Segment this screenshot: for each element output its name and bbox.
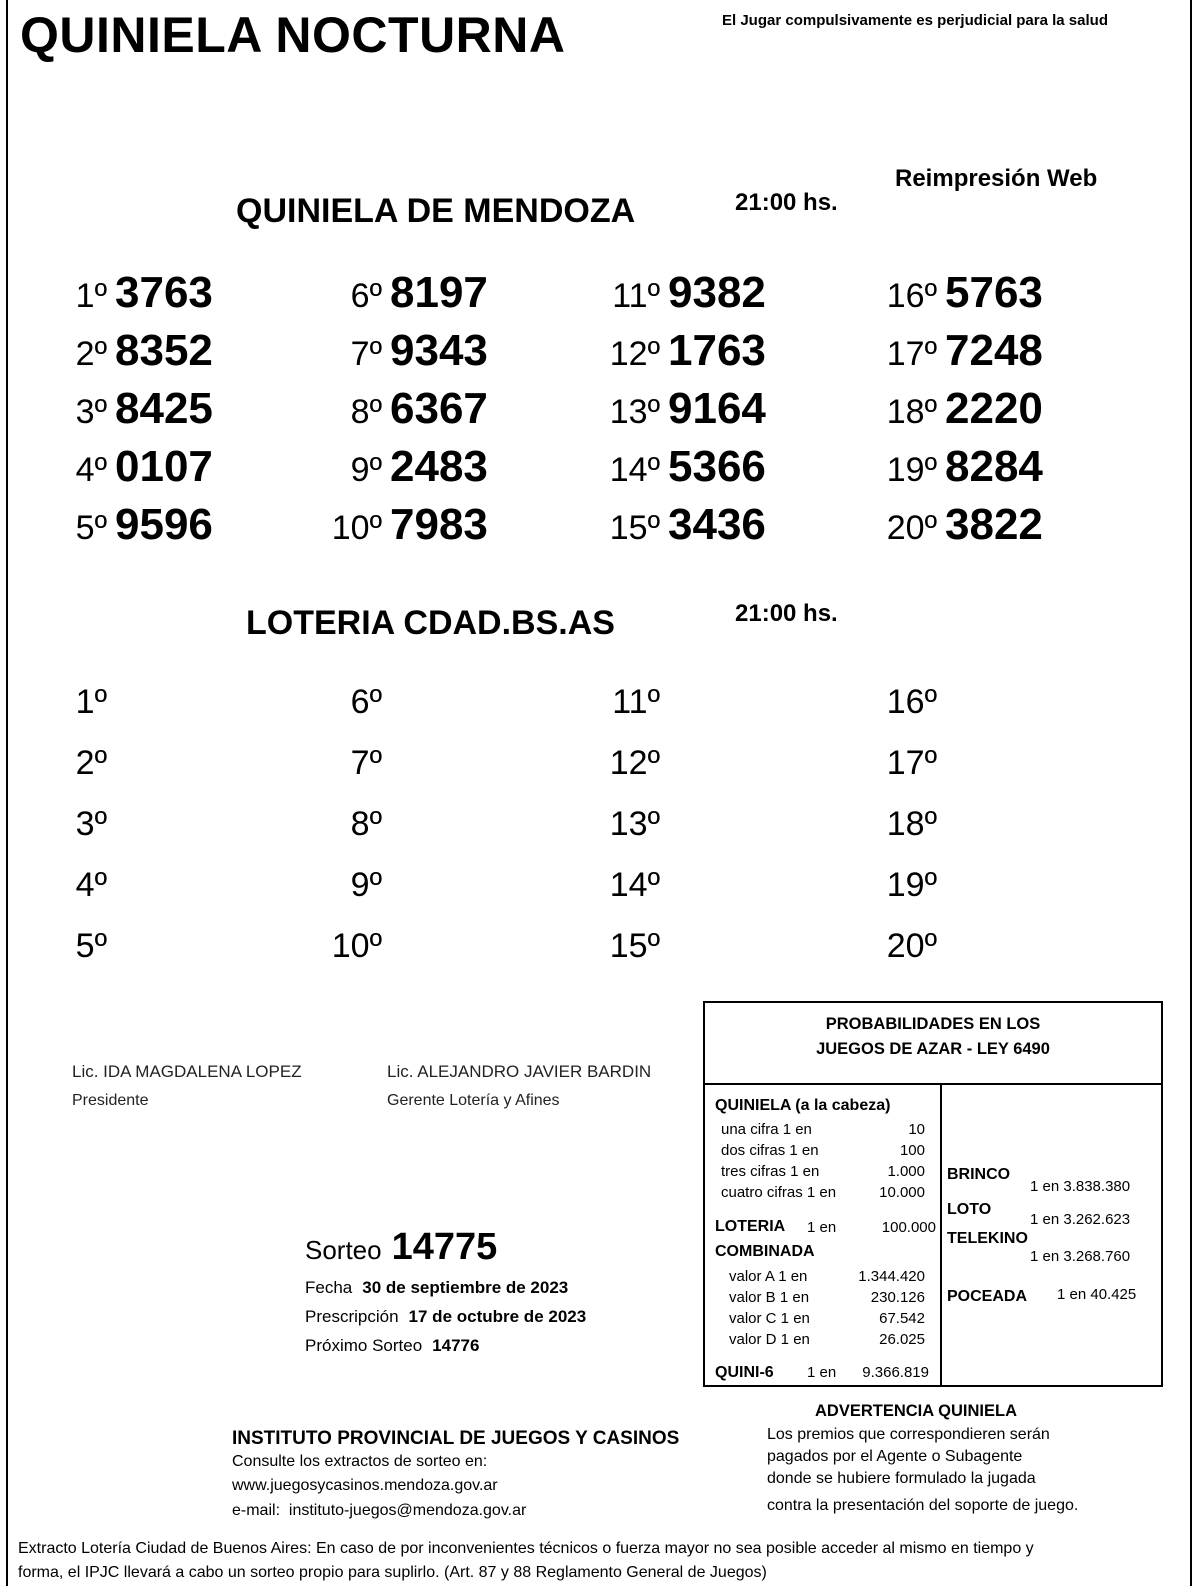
drawn-number: 2483	[390, 442, 488, 491]
quiniela-result-15	[600, 500, 766, 558]
loteria-result-1	[47, 683, 115, 741]
position-label: 9º	[350, 866, 382, 904]
position-label: 8º	[350, 805, 382, 843]
email-label: e-mail:	[232, 1502, 281, 1519]
position-label: 11º	[612, 683, 660, 721]
quiniela-result-11	[600, 268, 766, 326]
loteria-title: LOTERIA CDAD.BS.AS	[246, 604, 615, 642]
position-label: 20º	[886, 927, 937, 965]
drawn-number: 6367	[390, 384, 488, 433]
position-label: 17º	[886, 335, 937, 373]
next-draw-label: Próximo Sorteo	[305, 1336, 423, 1355]
position-label: 10º	[331, 509, 382, 547]
position-label: 14º	[609, 866, 660, 904]
loteria-result-5	[47, 927, 115, 985]
drawn-number: 8425	[115, 384, 213, 433]
combinada-prob-value: 230.126	[870, 1289, 925, 1306]
combinada-prob-value: 1.344.420	[858, 1268, 925, 1285]
prescription-row	[305, 1307, 586, 1327]
quiniela-prob-label: dos cifras 1 en	[721, 1142, 819, 1159]
loteria-prob-en: 1 en	[807, 1219, 837, 1236]
president-role: Presidente	[72, 1092, 149, 1109]
position-label: 11º	[612, 277, 660, 315]
loteria-result-2	[47, 744, 115, 802]
quiniela-result-12	[600, 326, 766, 384]
health-warning: El Jugar compulsivamente es perjudicial para la salud	[722, 12, 1108, 29]
position-label: 7º	[350, 335, 382, 373]
quiniela-result-4	[47, 442, 213, 500]
position-label: 4º	[75, 451, 107, 489]
quiniela-result-3	[47, 384, 213, 442]
position-label: 16º	[886, 683, 937, 721]
loto-label: LOTO	[947, 1201, 992, 1218]
drawn-number: 3436	[668, 500, 766, 549]
loteria-result-7	[322, 744, 390, 802]
position-label: 1º	[75, 683, 107, 721]
position-label: 9º	[350, 451, 382, 489]
position-label: 4º	[75, 866, 107, 904]
position-label: 19º	[886, 451, 937, 489]
loteria-result-18	[877, 805, 945, 863]
institute-consult-text: Consulte los extractos de sorteo en:	[232, 1453, 488, 1470]
position-label: 20º	[886, 509, 937, 547]
loteria-result-4	[47, 866, 115, 924]
drawn-number: 2220	[945, 384, 1043, 433]
institute-email: instituto-juegos@mendoza.gov.ar	[288, 1502, 527, 1519]
advertencia-line: pagados por el Agente o Subagente	[767, 1448, 1023, 1465]
loteria-result-15	[600, 927, 668, 985]
quiniela-prob-value: 1.000	[887, 1163, 925, 1180]
quiniela-result-13	[600, 384, 766, 442]
position-label: 15º	[609, 927, 660, 965]
loteria-prob-value: 100.000	[881, 1219, 936, 1236]
president-name: Lic. IDA MAGDALENA LOPEZ	[72, 1062, 302, 1081]
loteria-result-12	[600, 744, 668, 802]
manager-role: Gerente Lotería y Afines	[387, 1092, 560, 1109]
probabilities-title-1: PROBABILIDADES EN LOS	[825, 1015, 1041, 1033]
draw-number-block	[305, 1226, 497, 1269]
telekino-label: TELEKINO	[947, 1230, 1028, 1247]
position-label: 8º	[350, 393, 382, 431]
drawn-number: 5366	[668, 442, 766, 491]
quiniela-result-9	[322, 442, 488, 500]
prescription-date: 17 de octubre de 2023	[408, 1307, 587, 1326]
combinada-prob-value: 26.025	[879, 1331, 925, 1348]
quiniela-result-14	[600, 442, 766, 500]
drawn-number: 3822	[945, 500, 1043, 549]
loteria-result-19	[877, 866, 945, 924]
quiniela-result-6	[322, 268, 488, 326]
drawn-number: 8284	[945, 442, 1043, 491]
loteria-result-9	[322, 866, 390, 924]
quiniela-result-7	[322, 326, 488, 384]
advertencia-line: Los premios que correspondieren serán	[767, 1426, 1050, 1443]
footer-line-1: Extracto Lotería Ciudad de Buenos Aires: En caso de por inconvenientes técnicos o fuerza mayor no sea posible acceder al mismo en tiempo y	[18, 1540, 1034, 1557]
position-label: 6º	[350, 683, 382, 721]
loteria-result-17	[877, 744, 945, 802]
probabilities-header	[705, 1003, 1161, 1085]
combinada-prob-value: 67.542	[879, 1310, 925, 1327]
quiniela-prob-value: 10	[908, 1121, 925, 1138]
draw-label: Sorteo	[305, 1235, 382, 1265]
probabilities-box	[703, 1001, 1163, 1387]
position-label: 2º	[75, 335, 107, 373]
position-label: 3º	[75, 805, 107, 843]
draw-date: 30 de septiembre de 2023	[362, 1278, 569, 1297]
footer-line-2: forma, el IPJC llevará a cabo un sorteo propio para suplirlo. (Art. 87 y 88 Reglamento General de Juegos)	[18, 1564, 767, 1581]
position-label: 10º	[331, 927, 382, 965]
advertencia-title: ADVERTENCIA QUINIELA	[815, 1402, 1017, 1420]
quiniela-result-2	[47, 326, 213, 384]
drawn-number: 3763	[115, 268, 213, 317]
loteria-result-16	[877, 683, 945, 741]
quiniela-prob-label: cuatro cifras 1 en	[721, 1184, 837, 1201]
combinada-prob-label: valor A 1 en	[729, 1268, 808, 1285]
combinada-prob-label: valor C 1 en	[729, 1310, 810, 1327]
quiniela-result-20	[877, 500, 1043, 558]
quiniela-result-8	[322, 384, 488, 442]
reprint-label: Reimpresión Web	[895, 165, 1098, 192]
position-label: 13º	[609, 393, 660, 431]
quiniela-result-5	[47, 500, 213, 558]
position-label: 15º	[609, 509, 660, 547]
position-label: 16º	[886, 277, 937, 315]
position-label: 14º	[609, 451, 660, 489]
loteria-result-3	[47, 805, 115, 863]
draw-date-row	[305, 1278, 568, 1298]
position-label: 7º	[350, 744, 382, 782]
position-label: 17º	[886, 744, 937, 782]
probabilities-divider	[940, 1085, 942, 1385]
quiniela-prob-label: una cifra 1 en	[721, 1121, 812, 1138]
position-label: 18º	[886, 805, 937, 843]
institute-website: www.juegosycasinos.mendoza.gov.ar	[232, 1477, 498, 1494]
quiniela-result-17	[877, 326, 1043, 384]
position-label: 12º	[609, 744, 660, 782]
combinada-prob-title: COMBINADA	[715, 1243, 815, 1260]
position-label: 5º	[75, 927, 107, 965]
quiniela-prob-title: QUINIELA (a la cabeza)	[715, 1097, 891, 1114]
brinco-value: 1 en 3.838.380	[1030, 1178, 1131, 1195]
next-draw-row	[305, 1336, 479, 1356]
drawn-number: 0107	[115, 442, 213, 491]
loteria-result-11	[600, 683, 668, 741]
quiniela-prob-label: tres cifras 1 en	[721, 1163, 820, 1180]
drawn-number: 1763	[668, 326, 766, 375]
loteria-result-13	[600, 805, 668, 863]
position-label: 5º	[75, 509, 107, 547]
quini6-prob-en: 1 en	[807, 1364, 837, 1381]
quiniela-title: QUINIELA DE MENDOZA	[236, 192, 636, 230]
position-label: 12º	[609, 335, 660, 373]
prescription-label: Prescripción	[305, 1307, 399, 1326]
position-label: 2º	[75, 744, 107, 782]
loteria-result-14	[600, 866, 668, 924]
quiniela-result-1	[47, 268, 213, 326]
loto-value: 1 en 3.262.623	[1030, 1211, 1131, 1228]
position-label: 18º	[886, 393, 937, 431]
next-draw-number: 14776	[432, 1336, 480, 1355]
position-label: 6º	[350, 277, 382, 315]
institute-email-row	[232, 1502, 526, 1520]
page-title: QUINIELA NOCTURNA	[20, 7, 566, 63]
advertencia-line: donde se hubiere formulado la jugada	[767, 1470, 1036, 1487]
drawn-number: 5763	[945, 268, 1043, 317]
quiniela-result-18	[877, 384, 1043, 442]
advertencia-line: contra la presentación del soporte de juego.	[767, 1497, 1079, 1514]
position-label: 3º	[75, 393, 107, 431]
combinada-prob-label: valor D 1 en	[729, 1331, 810, 1348]
loteria-time: 21:00 hs.	[735, 600, 838, 627]
drawn-number: 9596	[115, 500, 213, 549]
position-label: 1º	[75, 277, 107, 315]
probabilities-title-2: JUEGOS DE AZAR - LEY 6490	[816, 1040, 1050, 1058]
quiniela-time: 21:00 hs.	[735, 189, 838, 216]
quiniela-result-16	[877, 268, 1043, 326]
position-label: 13º	[609, 805, 660, 843]
drawn-number: 9382	[668, 268, 766, 317]
draw-number: 14775	[391, 1226, 498, 1268]
quiniela-result-10	[322, 500, 488, 558]
drawn-number: 9343	[390, 326, 488, 375]
loteria-result-8	[322, 805, 390, 863]
manager-name: Lic. ALEJANDRO JAVIER BARDIN	[387, 1062, 652, 1081]
telekino-value: 1 en 3.268.760	[1030, 1248, 1131, 1265]
drawn-number: 8197	[390, 268, 488, 317]
position-label: 19º	[886, 866, 937, 904]
brinco-label: BRINCO	[947, 1166, 1011, 1183]
quiniela-prob-value: 10.000	[879, 1184, 925, 1201]
quini6-prob-label: QUINI-6	[715, 1364, 774, 1381]
drawn-number: 7248	[945, 326, 1043, 375]
draw-date-label: Fecha	[305, 1278, 353, 1297]
poceada-label: POCEADA	[947, 1288, 1028, 1305]
drawn-number: 7983	[390, 500, 488, 549]
quini6-prob-value: 9.366.819	[862, 1364, 929, 1381]
quiniela-prob-value: 100	[899, 1142, 925, 1159]
loteria-prob-label: LOTERIA	[715, 1218, 786, 1235]
loteria-result-6	[322, 683, 390, 741]
combinada-prob-label: valor B 1 en	[729, 1289, 810, 1306]
drawn-number: 8352	[115, 326, 213, 375]
loteria-result-20	[877, 927, 945, 985]
loteria-result-10	[322, 927, 390, 985]
drawn-number: 9164	[668, 384, 766, 433]
poceada-value: 1 en 40.425	[1057, 1286, 1137, 1303]
institute-name: INSTITUTO PROVINCIAL DE JUEGOS Y CASINOS	[232, 1428, 680, 1449]
quiniela-result-19	[877, 442, 1043, 500]
